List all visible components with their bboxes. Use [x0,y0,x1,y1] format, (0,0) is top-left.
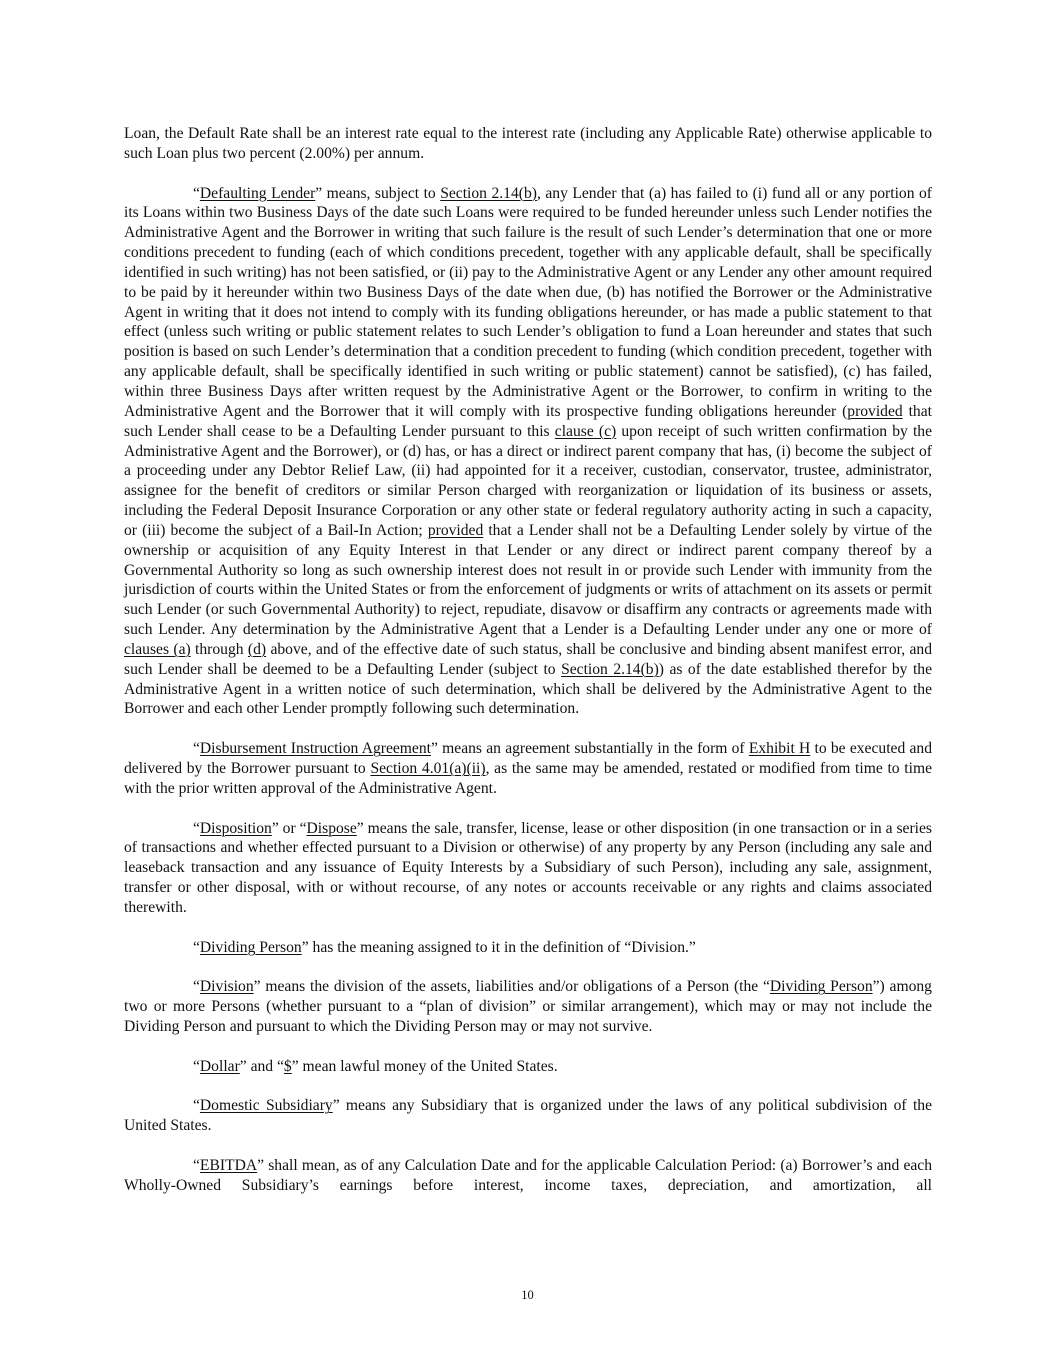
text-run: that such Lender shall cease to be a Defaulting Lender pursuant to this [124,402,932,440]
paragraph-disposition [124,819,932,918]
defined-term-or-reference: Section 2.14(b) [561,660,659,678]
page-number: 10 [521,1288,534,1302]
text-run: ” means an agreement substantially in the form of [431,740,749,758]
defined-term-or-reference: Section 2.14(b) [440,184,537,202]
paragraph-ebitda [124,1156,932,1196]
defined-term-or-reference: clause (c) [554,422,617,440]
text-run: to be executed and delivered by the Borrower pursuant to [124,740,933,777]
text-run: above, and of the effective date of such status, shall be conclusive and binding absent manifest error, and such Lender shall be deemed to be a Defaulting Lender (subject to [124,640,932,678]
paragraph-default-rate-continuation [124,124,932,164]
defined-term-or-reference: EBITDA [199,1156,258,1174]
text-run: ” or “ [271,819,307,837]
defined-term-or-reference: clauses (a) [124,640,191,658]
text-run: ” and “ [239,1057,284,1075]
text-run: “ [193,184,200,202]
defined-term-or-reference: Dividing Person [199,938,302,956]
text-run: “ [193,1156,200,1174]
text-run: ” means the sale, transfer, license, lease or other disposition (in one transaction or in a series of transactions and whether effected pursuant to a Division or otherwise) of any property by any Person (including any sale and leaseback transaction and any issuance of Equity Interests by a Subsidiary of such Person), including any sale, assignment, transfer or other disposal, with or without recourse, of any notes or accounts receivable or any rights and claims associated therewith. [124,819,932,916]
defined-term-or-reference: Dispose [306,819,357,837]
document-page [124,124,932,1215]
text-run: “ [193,1057,200,1075]
text-run: “ [193,978,200,996]
defined-term-or-reference: Section 4.01(a)(ii) [370,760,486,777]
defined-term-or-reference: Dividing Person [769,978,873,996]
defined-term-or-reference: Exhibit H [748,740,811,758]
text-run: “ [193,938,200,956]
text-run: ” mean lawful money of the United States. [291,1057,558,1075]
paragraph-dividing-person [124,938,932,958]
text-run: ”) among two or more Persons (whether pursuant to a “plan of division” or similar arrangement), which may or may not include the Dividing Person and pursuant to which the Dividing Person may or may not survive. [124,978,932,1035]
text-run: ” means the division of the assets, liabilities and/or obligations of a Person (the “ [253,978,770,996]
text-run: ” means any Subsidiary that is organized under the laws of any political subdivision of the United States. [124,1097,932,1135]
text-run: through [190,640,248,658]
paragraph-disbursement-instruction-agreement [124,739,932,799]
text-run: “ [193,740,200,758]
defined-term-or-reference: provided [847,402,903,420]
text-run: , as the same may be amended, restated or modified from time to time with the prior written approval of the Administrative Agent. [124,760,932,797]
text-run: , any Lender that (a) has failed to (i) fund all or any portion of its Loans within two Business Days of the date such Loans were required to be funded hereunder unless such Lender notifies the Administrative Agent and the Borrower in writing that such failure is the result of such Lender’s determination that one or more conditions precedent to funding (each of which conditions precedent, together with any applicable default, shall be specifically identified in such writing) has not been satisfied, or (ii) pay to the Administrative Agent or any Lender any other amount required to be paid by it hereunder within two Business Days of the date when due, (b) has notified the Borrower or the Administrative Agent in writing that it does not intend to comply with its funding obligations hereunder, or has made a public statement to that effect (unless such writing or public statement relates to such Lender’s obligation to fund a Loan hereunder and states that such position is based on such Lender’s determination that a condition precedent to funding (which condition precedent, together with any applicable default, shall be specifically identified in such writing or public statement) cannot be satisfied), (c) has failed, within three Business Days after written request by the Administrative Agent or the Borrower, to confirm in writing to the Administrative Agent and the Borrower that it will comply with its prospective funding obligations hereunder ( [124,184,932,420]
defined-term-or-reference: provided [427,521,484,539]
paragraph-dollar [124,1057,932,1077]
text-run: that a Lender shall not be a Defaulting Lender solely by virtue of the ownership or acquisition of any Equity Interest in that Lender or any direct or indirect parent company thereof by a Governmental Authority so long as such ownership interest does not result in or provide such Lender with immunity from the jurisdiction of courts within the United States or from the enforcement of judgments or writs of attachment on its assets or permit such Lender (or such Governmental Authority) to reject, repudiate, disavow or disaffirm any contracts or agreements made with such Lender. Any determination by the Administrative Agent that a Lender is a Defaulting Lender under any one or more of [124,521,932,639]
paragraph-defaulting-lender [124,184,932,720]
text-run: ” shall mean, as of any Calculation Date and for the applicable Calculation Period: (a) Borrower’s and each Wholly-Owned Subsidiary’s earnings before interest, income taxes, depreciation, and amortization, all [124,1156,932,1194]
defined-term-or-reference: Disposition [199,819,272,837]
defined-term-or-reference: Dollar [199,1057,240,1075]
defined-term-or-reference: Defaulting Lender [199,184,316,202]
defined-term-or-reference: Disbursement Instruction Agreement [199,740,431,758]
text-run: upon receipt of such written confirmation by the Administrative Agent and the Borrower), or (d) has, or has a direct or indirect parent company that has, (i) become the subject of a proceeding under any Debtor Relief Law, (ii) had appointed for it a receiver, custodian, conservator, trustee, administrator, assignee for the benefit of creditors or similar Person charged with reorganization or liquidation of its business or assets, including the Federal Deposit Insurance Corporation or any other state or federal regulatory authority acting in such a capacity, or (iii) become the subject of a Bail-In Action; [124,422,932,539]
paragraph-division [124,977,932,1037]
text-run: ” has the meaning assigned to it in the definition of “Division.” [301,938,696,956]
text-run: Loan, the Default Rate shall be an interest rate equal to the interest rate (including any Applicable Rate) otherwise applicable to such Loan plus two percent (2.00%) per annum. [124,125,932,162]
defined-term-or-reference: (d) [247,640,267,658]
defined-term-or-reference: Domestic Subsidiary [199,1097,333,1115]
paragraph-domestic-subsidiary [124,1096,932,1136]
text-run: ” means, subject to [315,184,441,202]
text-run: ) as of the date established therefor by the Administrative Agent in a written notice of such determination, which shall be delivered by the Administrative Agent to the Borrower and each other Lender promptly following such determination. [124,660,932,718]
defined-term-or-reference: $ [283,1057,292,1075]
text-run: “ [193,819,200,837]
defined-term-or-reference: Division [199,978,254,996]
text-run: “ [193,1097,200,1115]
